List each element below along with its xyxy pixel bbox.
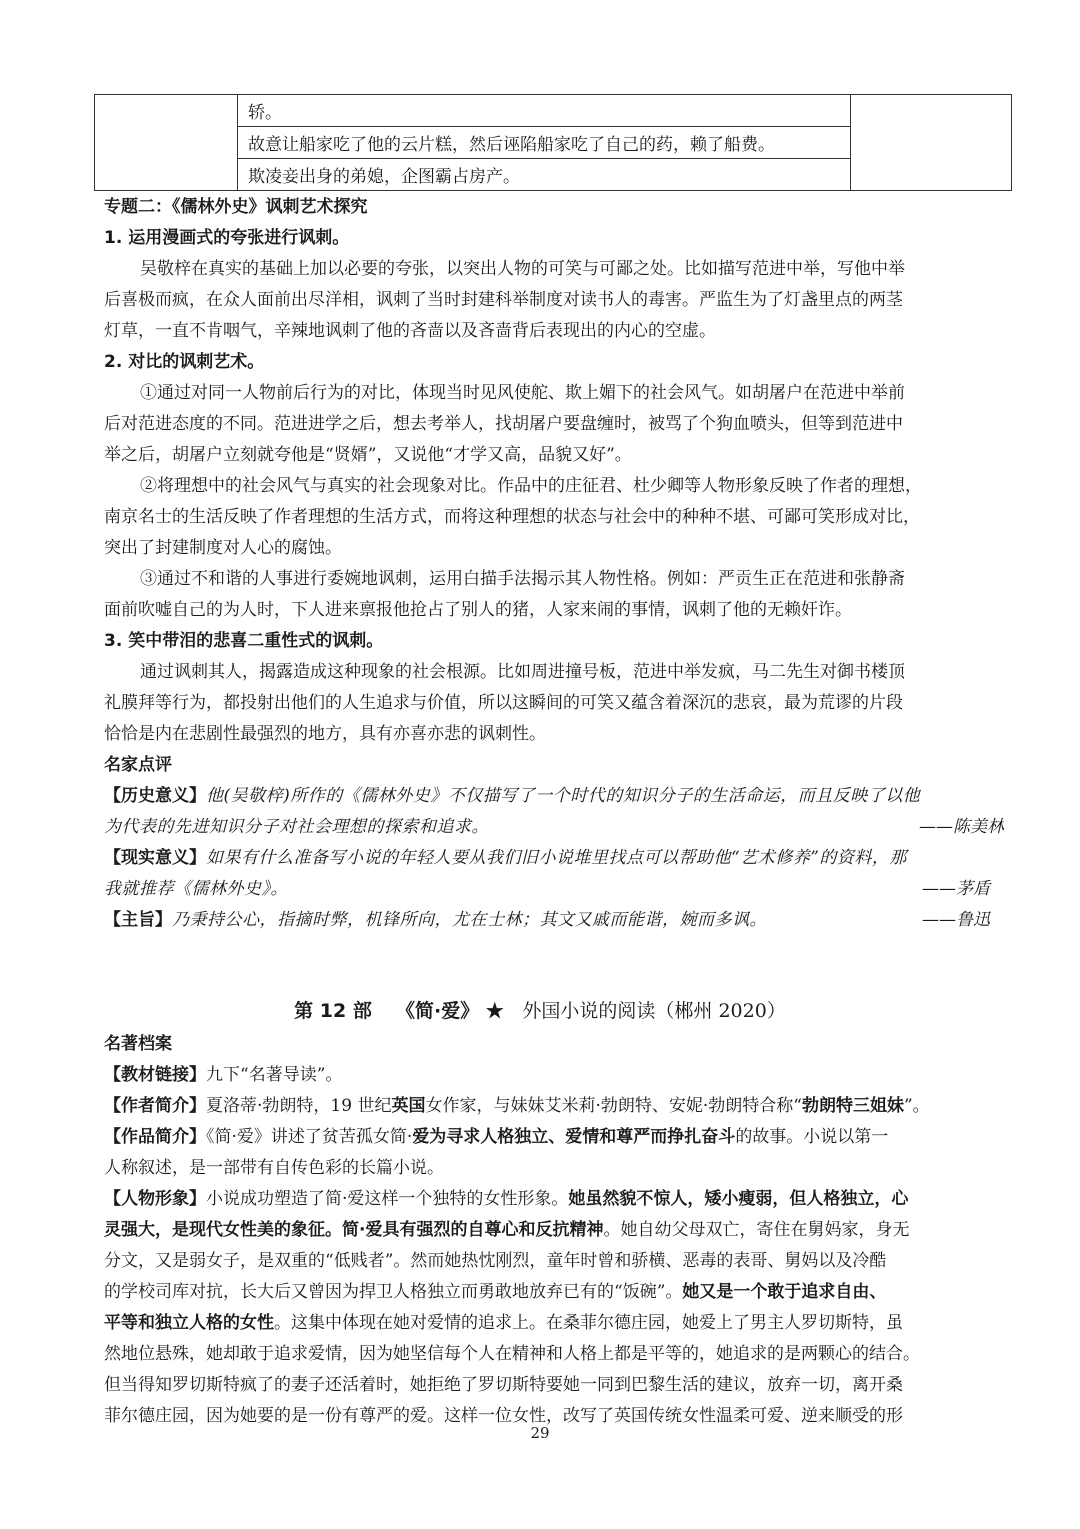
paragraph-line: 南京名士的生活反映了作者理想的生活方式，而将这种理想的状态与社会中的种种不堪、可鄙可笑形成对比， <box>104 507 920 527</box>
paragraph-line <box>104 1308 1004 1339</box>
chapter-part: 第 12 部 <box>294 1000 372 1022</box>
comment-text: 他(吴敬梓)所作的《儒林外史》不仅描写了一个时代的知识分子的生活命运，而且反映了以他 <box>206 786 921 806</box>
chapter-subtitle: 外国小说的阅读（郴州 2020） <box>522 1000 786 1022</box>
paragraph-line: 人称叙述，是一部带有自传色彩的长篇小说。 <box>104 1158 444 1178</box>
comment-text: 为代表的先进知识分子对社会理想的探索和追求。 <box>104 817 489 837</box>
archive-text: 。她自幼父母双亡，寄住在舅妈家，身无 <box>603 1220 910 1240</box>
archive-author <box>104 1091 1004 1122</box>
archive-title: 名著档案 <box>104 1034 172 1054</box>
comment-text: 乃秉持公心，指摘时弊，机锋所向，尤在士林；其文又戚而能谐，婉而多讽。 <box>172 910 767 930</box>
comment-author: ——茅盾 <box>922 879 990 899</box>
table-cell: 欺凌妾出身的弟媳，企图霸占房产。 <box>238 159 851 191</box>
comment-history <box>104 781 1004 812</box>
section-heading: 2. 对比的讽刺艺术。 <box>104 352 265 372</box>
paragraph-line: ②将理想中的社会风气与真实的社会现象对比。作品中的庄征君、杜少卿等人物形象反映了作者的理想， <box>140 476 922 496</box>
comment-author: ——陈美林 <box>919 817 1004 837</box>
star-icon: ★ <box>485 1000 505 1022</box>
paragraph-line: ①通过对同一人物前后行为的对比，体现当时见风使舵、欺上媚下的社会风气。如胡屠户在范进中举前 <box>140 383 905 403</box>
table-cell-note <box>851 95 1012 191</box>
paragraph-line: 礼膜拜等行为，都投射出他们的人生追求与价值，所以这瞬间的可笑又蕴含着深沉的悲哀，最为荒谬的片段 <box>104 693 903 713</box>
comment-tag: 【现实意义】 <box>104 848 206 868</box>
paragraph-line: 但当得知罗切斯特疯了的妻子还活着时，她拒绝了罗切斯特要她一同到巴黎生活的建议，放弃一切，离开桑 <box>104 1375 903 1395</box>
paragraph-line: 灯草，一直不肯咽气，辛辣地讽刺了他的吝啬以及吝啬背后表现出的内心的空虚。 <box>104 321 716 341</box>
page-number: 29 <box>530 1424 550 1442</box>
archive-text: 九下“名著导读”。 <box>206 1065 343 1085</box>
comment-tag: 【主旨】 <box>104 910 172 930</box>
section-heading: 1. 运用漫画式的夸张进行讽刺。 <box>104 228 350 248</box>
character-table <box>94 94 1012 191</box>
chapter-book: 《简·爱》 <box>396 1000 480 1022</box>
table-cell: 故意让船家吃了他的云片糕，然后诬陷船家吃了自己的药，赖了船费。 <box>238 127 851 159</box>
table-cell-name <box>95 95 238 191</box>
chapter-heading <box>0 996 1080 1023</box>
archive-tag: 【教材链接】 <box>104 1065 206 1085</box>
comment-reality <box>104 843 1004 874</box>
paragraph-line: 分文，又是弱女子，是双重的“低贱者”。然而她热忱刚烈，童年时曾和骄横、恶毒的表哥、舅妈以及冷酷 <box>104 1251 887 1271</box>
archive-emphasis: 简·爱具有强烈的自尊心和反抗精神 <box>342 1220 604 1240</box>
archive-textbook <box>104 1060 1004 1091</box>
archive-emphasis: 她虽然貌不惊人，矮小瘦弱，但人格独立，心 <box>568 1189 909 1209</box>
paragraph-line: 后对范进态度的不同。范进进学之后，想去考举人，找胡屠户要盘缠时，被骂了个狗血喷头，但等到范进中 <box>104 414 903 434</box>
paragraph-line: ③通过不和谐的人事进行委婉地讽刺，运用白描手法揭示其人物性格。例如：严贡生正在范进和张静斋 <box>140 569 905 589</box>
section-heading: 3. 笑中带泪的悲喜二重性式的讽刺。 <box>104 631 384 651</box>
comments-title: 名家点评 <box>104 755 172 775</box>
archive-text: 女作家，与妹妹艾米莉·勃朗特、安妮·勃朗特合称“ <box>425 1096 802 1116</box>
paragraph-line: 通过讽刺其人，揭露造成这种现象的社会根源。比如周进撞号板，范进中举发疯，马二先生对御书楼顶 <box>140 662 905 682</box>
table-row <box>95 95 1012 127</box>
archive-tag: 【人物形象】 <box>104 1189 206 1209</box>
archive-text: 小说成功塑造了简·爱这样一个独特的女性形象。 <box>206 1189 569 1209</box>
comment-author: ——鲁迅 <box>922 910 990 930</box>
archive-text: 的故事。小说以第一 <box>735 1127 889 1147</box>
archive-emphasis: 她又是一个敢于追求自由、 <box>682 1282 887 1302</box>
archive-emphasis: 英国 <box>391 1096 426 1116</box>
comment-reality-cont <box>104 874 1004 905</box>
paragraph-line: 面前吹嘘自己的为人时，下人进来禀报他抢占了别人的猪，人家来闹的事情，讽刺了他的无赖奸诈。 <box>104 600 852 620</box>
comment-text: 我就推荐《儒林外史》。 <box>104 879 288 899</box>
paragraph-line: 菲尔德庄园，因为她要的是一份有尊严的爱。这样一位女性，改写了英国传统女性温柔可爱、逆来顺受的形 <box>104 1406 903 1426</box>
archive-tag: 【作者简介】 <box>104 1096 206 1116</box>
paragraph-line: 恰恰是内在悲剧性最强烈的地方，具有亦喜亦悲的讽刺性。 <box>104 724 546 744</box>
comment-tag: 【历史意义】 <box>104 786 206 806</box>
topic2-title: 专题二：《儒林外史》讽刺艺术探究 <box>104 197 368 217</box>
archive-text: 夏洛蒂·勃朗特，19 世纪 <box>206 1096 392 1116</box>
comment-text: 如果有什么准备写小说的年轻人要从我们旧小说堆里找点可以帮助他“艺术修养”的资料，那 <box>206 848 907 868</box>
archive-text: 的学校司库对抗，长大后又曾因为捍卫人格独立而勇敢地放弃已有的“饭碗”。 <box>104 1282 683 1302</box>
archive-tag: 【作品简介】 <box>104 1127 206 1147</box>
archive-character <box>104 1184 1004 1215</box>
archive-section <box>104 1029 1004 1432</box>
archive-text: 。这集中体现在她对爱情的追求上。在桑菲尔德庄园，她爱上了男主人罗切斯特，虽 <box>274 1313 903 1333</box>
paragraph-line <box>104 1277 1004 1308</box>
archive-emphasis: 勃朗特三姐妹 <box>801 1096 904 1116</box>
archive-emphasis: 爱为寻求人格独立、爱情和尊严而挣扎奋斗 <box>412 1127 736 1147</box>
archive-work <box>104 1122 1004 1153</box>
comment-history-cont <box>104 812 1004 843</box>
paragraph-line <box>104 1215 1004 1246</box>
archive-emphasis: 平等和独立人格的女性 <box>104 1313 274 1333</box>
comment-theme <box>104 905 1004 936</box>
archive-emphasis: 灵强大，是现代女性美的象征。 <box>104 1220 342 1240</box>
archive-text: ”。 <box>903 1096 930 1116</box>
topic2-section <box>104 192 1004 936</box>
archive-text: 《简·爱》讲述了贫苦孤女简· <box>206 1127 413 1147</box>
paragraph-line: 吴敬梓在真实的基础上加以必要的夸张，以突出人物的可笑与可鄙之处。比如描写范进中举，写他中举 <box>140 259 905 279</box>
table-cell: 轿。 <box>238 95 851 127</box>
paragraph-line: 后喜极而疯，在众人面前出尽洋相，讽刺了当时封建科举制度对读书人的毒害。严监生为了灯盏里点的两茎 <box>104 290 903 310</box>
paragraph-line: 然地位悬殊，她却敢于追求爱情，因为她坚信每个人在精神和人格上都是平等的，她追求的是两颗心的结合。 <box>104 1344 920 1364</box>
paragraph-line: 举之后，胡屠户立刻就夸他是“贤婿”，又说他“才学又高，品貌又好”。 <box>104 445 632 465</box>
paragraph-line: 突出了封建制度对人心的腐蚀。 <box>104 538 342 558</box>
